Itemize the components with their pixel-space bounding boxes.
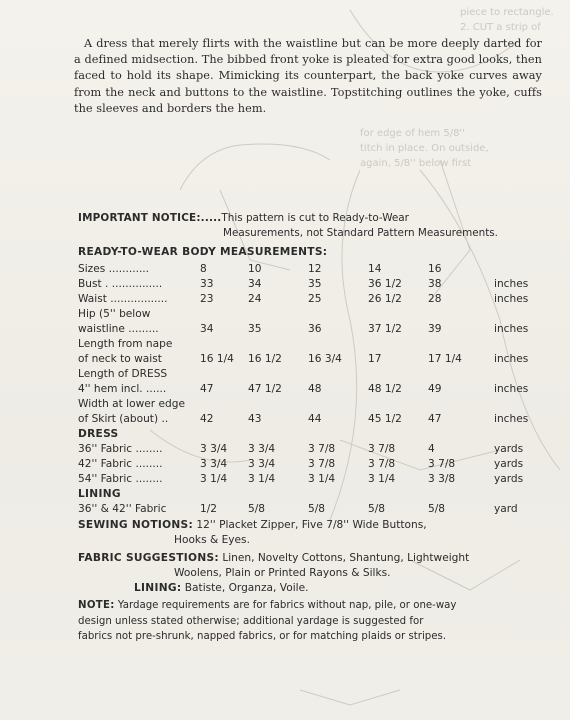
- table-row: [78, 290, 554, 305]
- fabric-suggestions: [78, 551, 548, 596]
- row-unit: inches: [494, 383, 529, 395]
- row-value: 16 1/2: [248, 353, 282, 365]
- row-value: 16 3/4: [308, 353, 342, 365]
- row-value: 38: [428, 278, 442, 290]
- table-row: [78, 380, 554, 395]
- row-value: 48: [308, 383, 322, 395]
- row-unit: yard: [494, 503, 518, 515]
- row-value: 3 1/4: [200, 473, 228, 485]
- row-value: 44: [308, 413, 322, 425]
- fabric-lining-label: LINING:: [134, 582, 182, 594]
- row-value: 45 1/2: [368, 413, 402, 425]
- description-text: A dress that merely flirts with the waistline but can be more deeply darted for a defined midsection. The bibbed front yoke is pleated for extra good looks, then faced to hold its shape. Mimicking its counterpart, the back yoke curves away from the neck and buttons to the waistline. Topstitching outlines the yoke, cuffs the sleeves and borders the hem.: [74, 37, 542, 115]
- row-value: 34: [200, 323, 214, 335]
- notice-label: IMPORTANT NOTICE:.....: [78, 212, 222, 224]
- table-row: [78, 275, 554, 290]
- sizes-row: [78, 260, 554, 275]
- row-value: 3 7/8: [308, 443, 336, 455]
- row-value: 17 1/4: [428, 353, 462, 365]
- measurements-heading: READY-TO-WEAR BODY MEASUREMENTS:: [78, 246, 328, 258]
- size-value: 14: [368, 263, 382, 275]
- fabric-line-1: Linen, Novelty Cottons, Shantung, Lightweight: [222, 552, 470, 564]
- row-label: 54'' Fabric ........: [78, 473, 163, 485]
- row-value: 25: [308, 293, 322, 305]
- table-row: [78, 470, 554, 485]
- dress-heading-row: [78, 425, 554, 440]
- row-value: 3 7/8: [368, 458, 396, 470]
- note-line-2: design unless stated otherwise; additional yardage is suggested for: [78, 615, 424, 627]
- row-unit: inches: [494, 293, 529, 305]
- row-value: 26 1/2: [368, 293, 402, 305]
- sizes-label: Sizes ............: [78, 263, 150, 275]
- row-value: 43: [248, 413, 262, 425]
- row-value: 16 1/4: [200, 353, 234, 365]
- row-value: 33: [200, 278, 214, 290]
- fabric-lining-text: Batiste, Organza, Voile.: [184, 582, 309, 594]
- row-value: 1/2: [200, 503, 218, 515]
- row-value: 4: [428, 443, 435, 455]
- row-value: 5/8: [248, 503, 266, 515]
- dress-heading: DRESS: [78, 428, 119, 440]
- row-unit: yards: [494, 443, 524, 455]
- row-value: 3 1/4: [368, 473, 396, 485]
- row-value: 3 3/4: [248, 458, 276, 470]
- row-value: 47 1/2: [248, 383, 282, 395]
- row-value: 28: [428, 293, 442, 305]
- row-value: 23: [200, 293, 214, 305]
- note-line-1: Yardage requirements are for fabrics without nap, pile, or one-way: [117, 600, 457, 611]
- bleed-text-5: again, 5/8'' below first: [360, 158, 472, 169]
- row-label-cont: waistline .........: [78, 323, 159, 335]
- table-row: [78, 455, 554, 470]
- fabric-label: FABRIC SUGGESTIONS:: [78, 552, 219, 564]
- row-value: 39: [428, 323, 442, 335]
- row-label: Length from nape: [78, 338, 173, 350]
- measurements-table: [78, 260, 554, 515]
- table-row: [78, 440, 554, 455]
- table-row: [78, 500, 554, 515]
- row-unit: inches: [494, 278, 529, 290]
- row-label-cont: of neck to waist: [78, 353, 162, 365]
- row-value: 24: [248, 293, 262, 305]
- row-unit: yards: [494, 473, 524, 485]
- fabric-line-2: Woolens, Plain or Printed Rayons & Silks.: [174, 567, 391, 579]
- row-unit: inches: [494, 353, 529, 365]
- row-value: 17: [368, 353, 382, 365]
- note-line-3: fabrics not pre-shrunk, napped fabrics, or for matching plaids or stripes.: [78, 631, 447, 642]
- bleed-text-4: titch in place. On outside,: [360, 143, 489, 154]
- lining-heading-row: [78, 485, 554, 500]
- row-value: 37 1/2: [368, 323, 402, 335]
- garment-description: [74, 36, 542, 117]
- bleed-text-3: for edge of hem 5/8'': [360, 128, 465, 139]
- row-value: 3 3/4: [248, 443, 276, 455]
- table-row: [78, 320, 554, 335]
- table-row: [78, 350, 554, 365]
- row-value: 3 7/8: [368, 443, 396, 455]
- row-label: Waist .................: [78, 293, 168, 305]
- notice-line-2: Measurements, not Standard Pattern Measurements.: [223, 227, 498, 239]
- row-unit: inches: [494, 323, 529, 335]
- important-notice: [78, 211, 558, 241]
- row-value: 36 1/2: [368, 278, 402, 290]
- row-label: 42'' Fabric ........: [78, 458, 163, 470]
- row-unit: inches: [494, 413, 529, 425]
- row-value: 35: [248, 323, 262, 335]
- table-row: [78, 365, 554, 380]
- sewing-notions: [78, 518, 548, 548]
- row-value: 47: [428, 413, 442, 425]
- row-value: 42: [200, 413, 214, 425]
- yardage-note: [78, 598, 548, 645]
- row-label: Width at lower edge: [78, 398, 185, 410]
- row-label-cont: 4'' hem incl. ......: [78, 383, 167, 395]
- row-value: 36: [308, 323, 322, 335]
- row-label: 36'' & 42'' Fabric: [78, 503, 167, 515]
- row-value: 49: [428, 383, 442, 395]
- row-label-cont: of Skirt (about) ..: [78, 413, 169, 425]
- size-value: 16: [428, 263, 442, 275]
- table-row: [78, 410, 554, 425]
- bleed-text-2: 2. CUT a strip of: [460, 22, 541, 33]
- sewing-line-1: 12'' Placket Zipper, Five 7/8'' Wide Buttons,: [196, 519, 427, 531]
- table-row: [78, 335, 554, 350]
- row-label: 36'' Fabric ........: [78, 443, 163, 455]
- lining-heading: LINING: [78, 488, 121, 500]
- bleed-text-1: piece to rectangle.: [460, 7, 554, 18]
- table-row: [78, 395, 554, 410]
- row-value: 5/8: [308, 503, 326, 515]
- row-value: 5/8: [368, 503, 386, 515]
- row-label: Bust . ...............: [78, 278, 163, 290]
- row-value: 3 3/4: [200, 443, 228, 455]
- row-label: Hip (5'' below: [78, 308, 151, 320]
- size-value: 8: [200, 263, 207, 275]
- row-value: 35: [308, 278, 322, 290]
- row-value: 3 1/4: [248, 473, 276, 485]
- row-unit: yards: [494, 458, 524, 470]
- row-value: 34: [248, 278, 262, 290]
- row-value: 3 7/8: [308, 458, 336, 470]
- row-value: 48 1/2: [368, 383, 402, 395]
- row-value: 3 1/4: [308, 473, 336, 485]
- sewing-label: SEWING NOTIONS:: [78, 519, 194, 531]
- row-value: 47: [200, 383, 214, 395]
- row-value: 3 7/8: [428, 458, 456, 470]
- row-label: Length of DRESS: [78, 368, 168, 380]
- size-value: 10: [248, 263, 262, 275]
- row-value: 5/8: [428, 503, 446, 515]
- size-value: 12: [308, 263, 322, 275]
- sewing-line-2: Hooks & Eyes.: [174, 534, 250, 546]
- note-label: NOTE:: [78, 600, 115, 611]
- table-row: [78, 305, 554, 320]
- row-value: 3 3/4: [200, 458, 228, 470]
- notice-line-1: This pattern is cut to Ready-to-Wear: [221, 212, 409, 224]
- row-value: 3 3/8: [428, 473, 456, 485]
